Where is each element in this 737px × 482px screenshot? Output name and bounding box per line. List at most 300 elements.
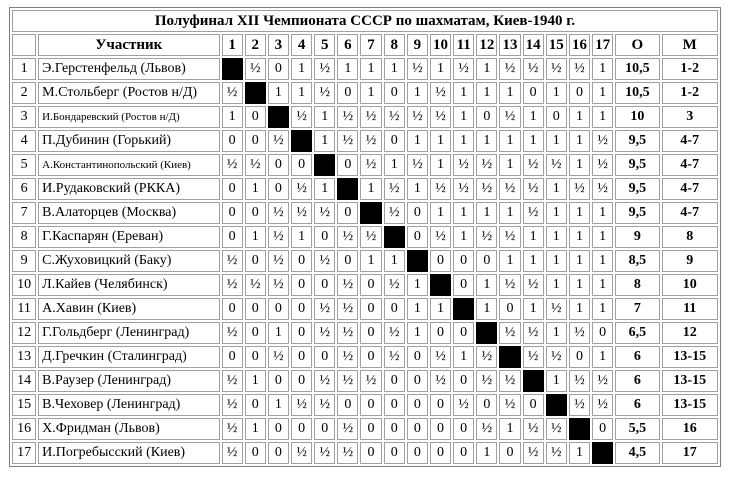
points-cell: 6 xyxy=(615,346,659,368)
player-number: 16 xyxy=(12,418,36,440)
result-cell: ½ xyxy=(430,346,451,368)
self-cell xyxy=(360,202,381,224)
result-cell: 1 xyxy=(245,226,266,248)
self-cell xyxy=(384,226,405,248)
result-cell: ½ xyxy=(569,178,590,200)
result-cell: 0 xyxy=(337,394,358,416)
result-cell: ½ xyxy=(222,274,243,296)
table-row xyxy=(12,178,718,200)
result-cell: 1 xyxy=(407,130,428,152)
result-cell: ½ xyxy=(360,370,381,392)
result-cell: 1 xyxy=(268,82,289,104)
result-cell: ½ xyxy=(245,274,266,296)
header-opponent-16: 16 xyxy=(569,34,590,56)
header-opponent-11: 11 xyxy=(453,34,474,56)
result-cell: ½ xyxy=(499,58,520,80)
result-cell: ½ xyxy=(546,418,567,440)
result-cell: ½ xyxy=(407,154,428,176)
player-name: Д.Гречкин (Сталинград) xyxy=(38,346,219,368)
header-opponent-10: 10 xyxy=(430,34,451,56)
result-cell: ½ xyxy=(592,130,613,152)
header-opponent-9: 9 xyxy=(407,34,428,56)
result-cell: 1 xyxy=(523,226,544,248)
result-cell: 1 xyxy=(360,250,381,272)
player-name: И.Рудаковский (РККА) xyxy=(38,178,219,200)
result-cell: 0 xyxy=(430,418,451,440)
result-cell: ½ xyxy=(546,154,567,176)
result-cell: ½ xyxy=(407,58,428,80)
result-cell: ½ xyxy=(337,106,358,128)
result-cell: ½ xyxy=(291,202,312,224)
result-cell: 1 xyxy=(476,442,497,464)
place-cell: 4-7 xyxy=(662,154,719,176)
header-opponent-4: 4 xyxy=(291,34,312,56)
table-row xyxy=(12,226,718,248)
result-cell: ½ xyxy=(222,442,243,464)
result-cell: ½ xyxy=(268,202,289,224)
result-cell: 0 xyxy=(291,154,312,176)
result-cell: ½ xyxy=(523,202,544,224)
result-cell: 0 xyxy=(384,418,405,440)
result-cell: 1 xyxy=(291,226,312,248)
result-cell: ½ xyxy=(430,106,451,128)
result-cell: 0 xyxy=(245,322,266,344)
header-opponent-8: 8 xyxy=(384,34,405,56)
result-cell: ½ xyxy=(499,226,520,248)
self-cell xyxy=(407,250,428,272)
table-row xyxy=(12,154,718,176)
result-cell: 1 xyxy=(476,82,497,104)
result-cell: 1 xyxy=(453,82,474,104)
result-cell: ½ xyxy=(499,106,520,128)
self-cell xyxy=(291,130,312,152)
player-name: В.Алаторцев (Москва) xyxy=(38,202,219,224)
result-cell: 1 xyxy=(546,274,567,296)
result-cell: 1 xyxy=(499,418,520,440)
player-name: И.Бондаревский (Ростов н/Д) xyxy=(38,106,219,128)
result-cell: ½ xyxy=(523,442,544,464)
result-cell: 0 xyxy=(430,394,451,416)
self-cell xyxy=(430,274,451,296)
result-cell: 0 xyxy=(291,322,312,344)
result-cell: 1 xyxy=(360,178,381,200)
result-cell: 0 xyxy=(222,130,243,152)
self-cell xyxy=(245,82,266,104)
header-place: М xyxy=(662,34,719,56)
player-name: А.Хавин (Киев) xyxy=(38,298,219,320)
result-cell: 0 xyxy=(360,322,381,344)
player-number: 7 xyxy=(12,202,36,224)
result-cell: 0 xyxy=(499,442,520,464)
result-cell: 0 xyxy=(245,202,266,224)
result-cell: 1 xyxy=(523,106,544,128)
result-cell: ½ xyxy=(523,346,544,368)
result-cell: 0 xyxy=(523,82,544,104)
result-cell: ½ xyxy=(314,250,335,272)
result-cell: ½ xyxy=(222,154,243,176)
result-cell: ½ xyxy=(384,274,405,296)
result-cell: ½ xyxy=(407,106,428,128)
result-cell: ½ xyxy=(222,394,243,416)
table-row xyxy=(12,130,718,152)
result-cell: ½ xyxy=(546,58,567,80)
result-cell: ½ xyxy=(476,346,497,368)
result-cell: 1 xyxy=(592,226,613,248)
result-cell: 1 xyxy=(546,202,567,224)
place-cell: 12 xyxy=(662,322,719,344)
result-cell: 0 xyxy=(499,298,520,320)
result-cell: 0 xyxy=(314,418,335,440)
header-opponent-13: 13 xyxy=(499,34,520,56)
result-cell: 0 xyxy=(268,298,289,320)
result-cell: 0 xyxy=(453,250,474,272)
place-cell: 11 xyxy=(662,298,719,320)
table-row xyxy=(12,370,718,392)
result-cell: 0 xyxy=(476,394,497,416)
result-cell: 1 xyxy=(569,250,590,272)
table-row xyxy=(12,346,718,368)
result-cell: 1 xyxy=(569,130,590,152)
player-name: П.Дубинин (Горький) xyxy=(38,130,219,152)
result-cell: 1 xyxy=(546,82,567,104)
result-cell: ½ xyxy=(476,154,497,176)
result-cell: ½ xyxy=(499,322,520,344)
header-opponent-2: 2 xyxy=(245,34,266,56)
result-cell: 0 xyxy=(384,130,405,152)
result-cell: ½ xyxy=(314,322,335,344)
result-cell: ½ xyxy=(430,82,451,104)
result-cell: 0 xyxy=(291,418,312,440)
result-cell: ½ xyxy=(523,322,544,344)
result-cell: ½ xyxy=(453,178,474,200)
result-cell: 0 xyxy=(337,250,358,272)
points-cell: 5,5 xyxy=(615,418,659,440)
table-row xyxy=(12,82,718,104)
place-cell: 1-2 xyxy=(662,58,719,80)
header-opponent-7: 7 xyxy=(360,34,381,56)
result-cell: 1 xyxy=(245,178,266,200)
result-cell: 0 xyxy=(592,322,613,344)
result-cell: ½ xyxy=(499,394,520,416)
place-cell: 13-15 xyxy=(662,394,719,416)
result-cell: ½ xyxy=(337,418,358,440)
points-cell: 6,5 xyxy=(615,322,659,344)
result-cell: 1 xyxy=(499,250,520,272)
result-cell: 0 xyxy=(222,178,243,200)
place-cell: 10 xyxy=(662,274,719,296)
table-row xyxy=(12,106,718,128)
result-cell: ½ xyxy=(222,418,243,440)
self-cell xyxy=(314,154,335,176)
result-cell: 1 xyxy=(546,130,567,152)
result-cell: 1 xyxy=(314,130,335,152)
result-cell: 1 xyxy=(453,346,474,368)
result-cell: 0 xyxy=(245,250,266,272)
result-cell: 0 xyxy=(453,322,474,344)
header-opponent-3: 3 xyxy=(268,34,289,56)
player-number: 4 xyxy=(12,130,36,152)
result-cell: 0 xyxy=(407,394,428,416)
result-cell: ½ xyxy=(314,442,335,464)
title-row xyxy=(12,10,718,32)
result-cell: 1 xyxy=(546,178,567,200)
result-cell: 1 xyxy=(453,130,474,152)
place-cell: 16 xyxy=(662,418,719,440)
result-cell: 1 xyxy=(592,82,613,104)
result-cell: ½ xyxy=(314,58,335,80)
result-cell: 0 xyxy=(360,298,381,320)
result-cell: 1 xyxy=(407,322,428,344)
points-cell: 9,5 xyxy=(615,202,659,224)
self-cell xyxy=(222,58,243,80)
result-cell: 0 xyxy=(407,226,428,248)
result-cell: 0 xyxy=(245,106,266,128)
result-cell: 0 xyxy=(430,322,451,344)
result-cell: ½ xyxy=(314,82,335,104)
result-cell: 1 xyxy=(569,202,590,224)
player-name: В.Раузер (Ленинград) xyxy=(38,370,219,392)
self-cell xyxy=(453,298,474,320)
result-cell: 0 xyxy=(384,370,405,392)
result-cell: 1 xyxy=(384,58,405,80)
header-opponent-12: 12 xyxy=(476,34,497,56)
result-cell: 0 xyxy=(291,274,312,296)
table-row xyxy=(12,394,718,416)
result-cell: 0 xyxy=(291,346,312,368)
table-title: Полуфинал XII Чемпионата СССР по шахматам, Киев-1940 г. xyxy=(12,10,718,32)
result-cell: 1 xyxy=(569,442,590,464)
table-row xyxy=(12,442,718,464)
result-cell: ½ xyxy=(569,58,590,80)
result-cell: 1 xyxy=(314,106,335,128)
result-cell: 0 xyxy=(453,418,474,440)
header-number xyxy=(12,34,36,56)
result-cell: 0 xyxy=(268,178,289,200)
result-cell: ½ xyxy=(314,298,335,320)
result-cell: 1 xyxy=(314,178,335,200)
points-cell: 10,5 xyxy=(615,82,659,104)
self-cell xyxy=(476,322,497,344)
self-cell xyxy=(337,178,358,200)
points-cell: 10 xyxy=(615,106,659,128)
player-name: А.Константинопольский (Киев) xyxy=(38,154,219,176)
result-cell: 0 xyxy=(245,442,266,464)
result-cell: 1 xyxy=(546,250,567,272)
result-cell: 1 xyxy=(222,106,243,128)
table-row xyxy=(12,58,718,80)
result-cell: 0 xyxy=(291,298,312,320)
result-cell: 1 xyxy=(476,130,497,152)
result-cell: 0 xyxy=(476,106,497,128)
result-cell: ½ xyxy=(453,394,474,416)
result-cell: 1 xyxy=(499,130,520,152)
result-cell: ½ xyxy=(592,394,613,416)
result-cell: 0 xyxy=(222,346,243,368)
result-cell: ½ xyxy=(360,226,381,248)
result-cell: 1 xyxy=(476,58,497,80)
result-cell: 0 xyxy=(360,274,381,296)
header-row xyxy=(12,34,718,56)
result-cell: 1 xyxy=(476,274,497,296)
place-cell: 4-7 xyxy=(662,130,719,152)
result-cell: 1 xyxy=(592,346,613,368)
result-cell: 1 xyxy=(523,250,544,272)
header-opponent-14: 14 xyxy=(523,34,544,56)
header-participant: Участник xyxy=(38,34,219,56)
self-cell xyxy=(569,418,590,440)
points-cell: 8,5 xyxy=(615,250,659,272)
result-cell: 0 xyxy=(453,442,474,464)
result-cell: 0 xyxy=(291,370,312,392)
result-cell: 0 xyxy=(407,418,428,440)
result-cell: 1 xyxy=(476,298,497,320)
result-cell: 1 xyxy=(268,322,289,344)
result-cell: 1 xyxy=(546,322,567,344)
result-cell: ½ xyxy=(499,370,520,392)
player-number: 8 xyxy=(12,226,36,248)
result-cell: ½ xyxy=(384,106,405,128)
result-cell: ½ xyxy=(360,154,381,176)
result-cell: 1 xyxy=(592,298,613,320)
self-cell xyxy=(523,370,544,392)
player-name: С.Жуховицкий (Баку) xyxy=(38,250,219,272)
result-cell: ½ xyxy=(291,394,312,416)
place-cell: 4-7 xyxy=(662,178,719,200)
result-cell: 0 xyxy=(291,250,312,272)
result-cell: 1 xyxy=(245,418,266,440)
result-cell: 1 xyxy=(592,250,613,272)
table-row xyxy=(12,418,718,440)
result-cell: ½ xyxy=(430,226,451,248)
result-cell: ½ xyxy=(569,322,590,344)
result-cell: 1 xyxy=(569,274,590,296)
result-cell: 1 xyxy=(592,106,613,128)
result-cell: 1 xyxy=(592,58,613,80)
result-cell: 0 xyxy=(222,298,243,320)
player-name: Л.Кайев (Челябинск) xyxy=(38,274,219,296)
result-cell: ½ xyxy=(314,394,335,416)
result-cell: ½ xyxy=(592,178,613,200)
points-cell: 9,5 xyxy=(615,178,659,200)
result-cell: 0 xyxy=(222,202,243,224)
result-cell: 1 xyxy=(268,394,289,416)
result-cell: ½ xyxy=(384,202,405,224)
result-cell: ½ xyxy=(523,274,544,296)
result-cell: ½ xyxy=(314,202,335,224)
result-cell: 1 xyxy=(592,274,613,296)
result-cell: 0 xyxy=(245,394,266,416)
result-cell: 0 xyxy=(569,82,590,104)
result-cell: ½ xyxy=(268,346,289,368)
result-cell: 0 xyxy=(546,106,567,128)
result-cell: ½ xyxy=(499,178,520,200)
player-name: Г.Каспарян (Ереван) xyxy=(38,226,219,248)
player-number: 12 xyxy=(12,322,36,344)
result-cell: ½ xyxy=(523,418,544,440)
result-cell: 0 xyxy=(337,154,358,176)
result-cell: 1 xyxy=(337,58,358,80)
result-cell: ½ xyxy=(592,370,613,392)
result-cell: 1 xyxy=(407,82,428,104)
player-number: 9 xyxy=(12,250,36,272)
player-name: Х.Фридман (Львов) xyxy=(38,418,219,440)
points-cell: 10,5 xyxy=(615,58,659,80)
result-cell: 0 xyxy=(268,418,289,440)
result-cell: ½ xyxy=(337,130,358,152)
points-cell: 9 xyxy=(615,226,659,248)
result-cell: 1 xyxy=(499,82,520,104)
result-cell: 0 xyxy=(314,274,335,296)
points-cell: 4,5 xyxy=(615,442,659,464)
result-cell: 1 xyxy=(291,58,312,80)
header-opponent-17: 17 xyxy=(592,34,613,56)
result-cell: ½ xyxy=(453,58,474,80)
result-cell: ½ xyxy=(268,130,289,152)
result-cell: 1 xyxy=(569,298,590,320)
result-cell: 0 xyxy=(384,82,405,104)
result-cell: ½ xyxy=(291,106,312,128)
header-points: О xyxy=(615,34,659,56)
self-cell xyxy=(268,106,289,128)
header-opponent-5: 5 xyxy=(314,34,335,56)
result-cell: 1 xyxy=(407,178,428,200)
player-name: И.Погребысский (Киев) xyxy=(38,442,219,464)
result-cell: ½ xyxy=(268,274,289,296)
table-row xyxy=(12,202,718,224)
result-cell: 0 xyxy=(360,442,381,464)
result-cell: ½ xyxy=(268,226,289,248)
result-cell: 0 xyxy=(268,154,289,176)
result-cell: ½ xyxy=(592,154,613,176)
result-cell: 1 xyxy=(430,298,451,320)
result-cell: 0 xyxy=(314,346,335,368)
result-cell: 0 xyxy=(384,298,405,320)
player-name: В.Чеховер (Ленинград) xyxy=(38,394,219,416)
place-cell: 9 xyxy=(662,250,719,272)
result-cell: 0 xyxy=(268,58,289,80)
points-cell: 6 xyxy=(615,370,659,392)
result-cell: ½ xyxy=(337,274,358,296)
result-cell: 1 xyxy=(245,370,266,392)
result-cell: 1 xyxy=(523,130,544,152)
result-cell: ½ xyxy=(337,226,358,248)
result-cell: 1 xyxy=(407,274,428,296)
table-row xyxy=(12,322,718,344)
result-cell: 0 xyxy=(407,370,428,392)
points-cell: 9,5 xyxy=(615,154,659,176)
table-row xyxy=(12,274,718,296)
result-cell: 0 xyxy=(453,274,474,296)
place-cell: 13-15 xyxy=(662,370,719,392)
result-cell: 1 xyxy=(453,106,474,128)
result-cell: 1 xyxy=(546,370,567,392)
header-opponent-6: 6 xyxy=(337,34,358,56)
result-cell: ½ xyxy=(291,178,312,200)
player-number: 10 xyxy=(12,274,36,296)
place-cell: 8 xyxy=(662,226,719,248)
result-cell: 1 xyxy=(569,154,590,176)
result-cell: 0 xyxy=(337,82,358,104)
result-cell: ½ xyxy=(453,154,474,176)
result-cell: ½ xyxy=(222,322,243,344)
player-name: Э.Герстенфельд (Львов) xyxy=(38,58,219,80)
result-cell: 0 xyxy=(314,226,335,248)
result-cell: 0 xyxy=(222,226,243,248)
result-cell: ½ xyxy=(337,370,358,392)
result-cell: 1 xyxy=(360,58,381,80)
place-cell: 4-7 xyxy=(662,202,719,224)
player-number: 3 xyxy=(12,106,36,128)
